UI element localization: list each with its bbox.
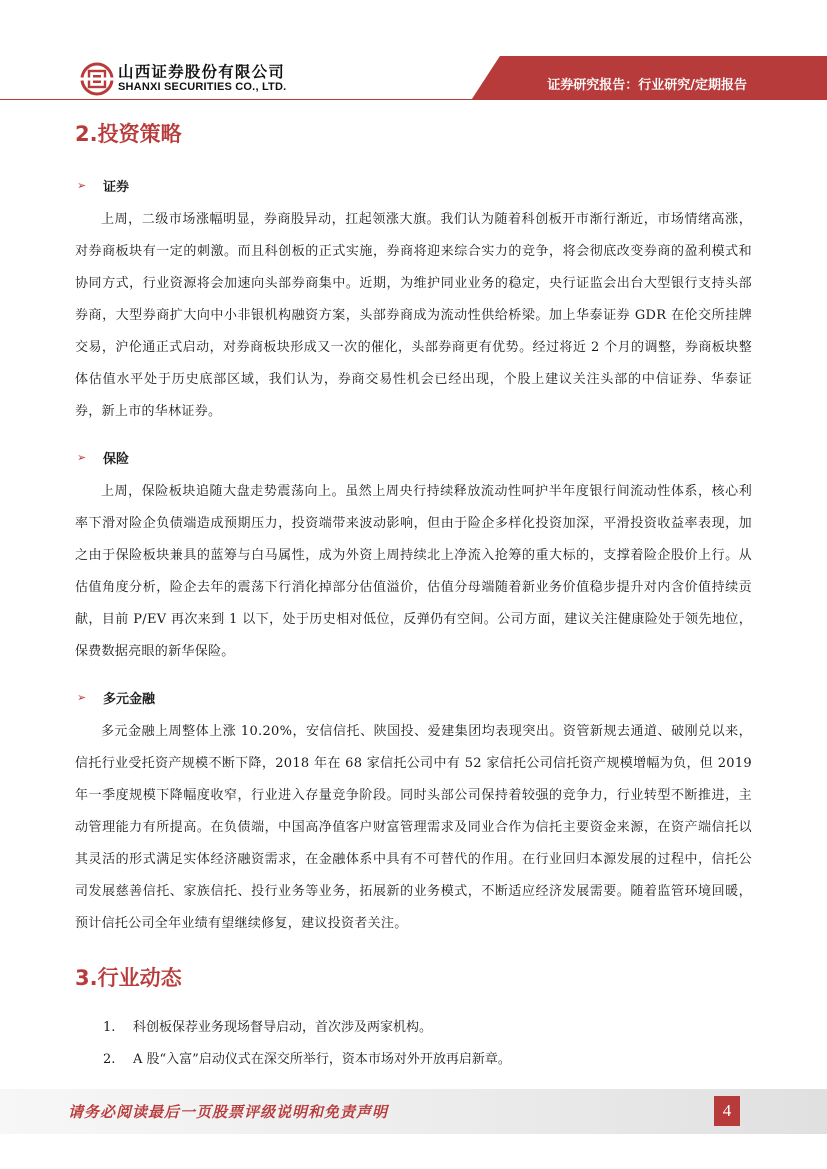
company-name-cn: 山西证券股份有限公司: [118, 63, 286, 81]
subsection-diversified-finance: [75, 678, 752, 940]
arrow-bullet-icon: ➢: [77, 178, 87, 192]
paragraph: 多元金融上周整体上涨 10.20%，安信信托、陕国投、爱建集团均表现突出。资管新规去通道、破刚兑以来，信托行业受托资产规模不断下降，2018 年在 68 家信托公司中有 52 家信托公司信托资产规模增幅为负，但 2019 年一季度规模下降幅度收窄，行业进入存量竞争阶段。同时头部公司保持着较强的竞争力，行业转型不断推进，主动管理能力有所提高。在负债端，中国高净值客户财富管理需求及同业合作为信托主要资金来源，在资产端信托以其灵活的形式满足实体经济融资需求，在金融体系中具有不可替代的作用。在行业回归本源发展的过程中，信托公司发展慈善信托、家族信托、投行业务等业务，拓展新的业务模式，不断适应经济发展需要。随着监管环境回暖，预计信托公司全年业绩有望继续修复，建议投资者关注。: [75, 724, 752, 931]
paragraph: 上周，保险板块追随大盘走势震荡向上。虽然上周央行持续释放流动性呵护半年度银行间流动性体系，核心利率下滑对险企负债端造成预期压力，投资端带来波动影响，但由于险企多样化投资加深，平滑投资收益率表现，加之由于保险板块兼具的蓝筹与白马属性，成为外资上周持续北上净流入抢筹的重大标的，支撑着险企股价上行。从估值角度分析，险企去年的震荡下行消化掉部分估值溢价，估值分母端随着新业务价值稳步提升对内含价值持续贡献，目前 P/EV 再次来到 1 以下，处于历史相对低位，反弹仍有空间。公司方面，建议关注健康险处于领先地位，保费数据亮眼的新华保险。: [75, 484, 752, 659]
arrow-bullet-icon: ➢: [77, 690, 87, 704]
company-name-en: SHANXI SECURITIES CO., LTD.: [118, 81, 287, 93]
disclaimer-text: 请务必阅读最后一页股票评级说明和免责声明: [68, 1103, 389, 1121]
report-body: [75, 114, 752, 1076]
list-item-number: 1.: [103, 1020, 116, 1035]
paragraph: 上周，二级市场涨幅明显，券商股异动，扛起领涨大旗。我们认为随着科创板开市渐行渐近，市场情绪高涨，对券商板块有一定的刺激。而且科创板的正式实施，券商将迎来综合实力的竞争，将会彻底改变券商的盈利模式和协同方式，行业资源将会加速向头部券商集中。近期，为维护同业业务的稳定，央行证监会出台大型银行支持头部券商，大型券商扩大向中小非银机构融资方案，头部券商成为流动性供给桥梁。加上华泰证券 GDR 在伦交所挂牌交易，沪伦通正式启动，对券商板块形成又一次的催化，头部券商更有优势。经过将近 2 个月的调整，券商板块整体估值水平处于历史底部区域，我们认为，券商交易性机会已经出现，个股上建议关注头部的中信证券、华泰证券，新上市的华林证券。: [75, 212, 752, 419]
section-title-industry-news: 3.行业动态: [75, 966, 182, 990]
list-item: [75, 1044, 752, 1076]
subsection-heading-text: 保险: [103, 451, 130, 467]
subsection-heading: [75, 438, 752, 476]
list-item-number: 2.: [103, 1052, 116, 1067]
industry-news-list: [75, 1012, 752, 1076]
page-header: [0, 0, 827, 100]
section-title-strategy: 2.投资策略: [75, 122, 182, 146]
subsection-securities: [75, 166, 752, 428]
list-item-text: 科创板保荐业务现场督导启动，首次涉及两家机构。: [133, 1020, 433, 1035]
subsection-insurance: [75, 438, 752, 668]
arrow-bullet-icon: ➢: [77, 450, 87, 464]
list-item: [75, 1012, 752, 1044]
subsection-heading-text: 多元金融: [103, 691, 156, 707]
report-type-label: 证券研究报告：行业研究/定期报告: [547, 78, 747, 93]
list-item-text: A 股“入富”启动仪式在深交所举行，资本市场对外开放再启新章。: [133, 1052, 511, 1067]
page-number: 4: [714, 1096, 740, 1126]
subsection-heading: [75, 166, 752, 204]
company-logo-icon: [80, 62, 114, 96]
subsection-heading-text: 证券: [103, 179, 130, 195]
subsection-heading: [75, 678, 752, 716]
